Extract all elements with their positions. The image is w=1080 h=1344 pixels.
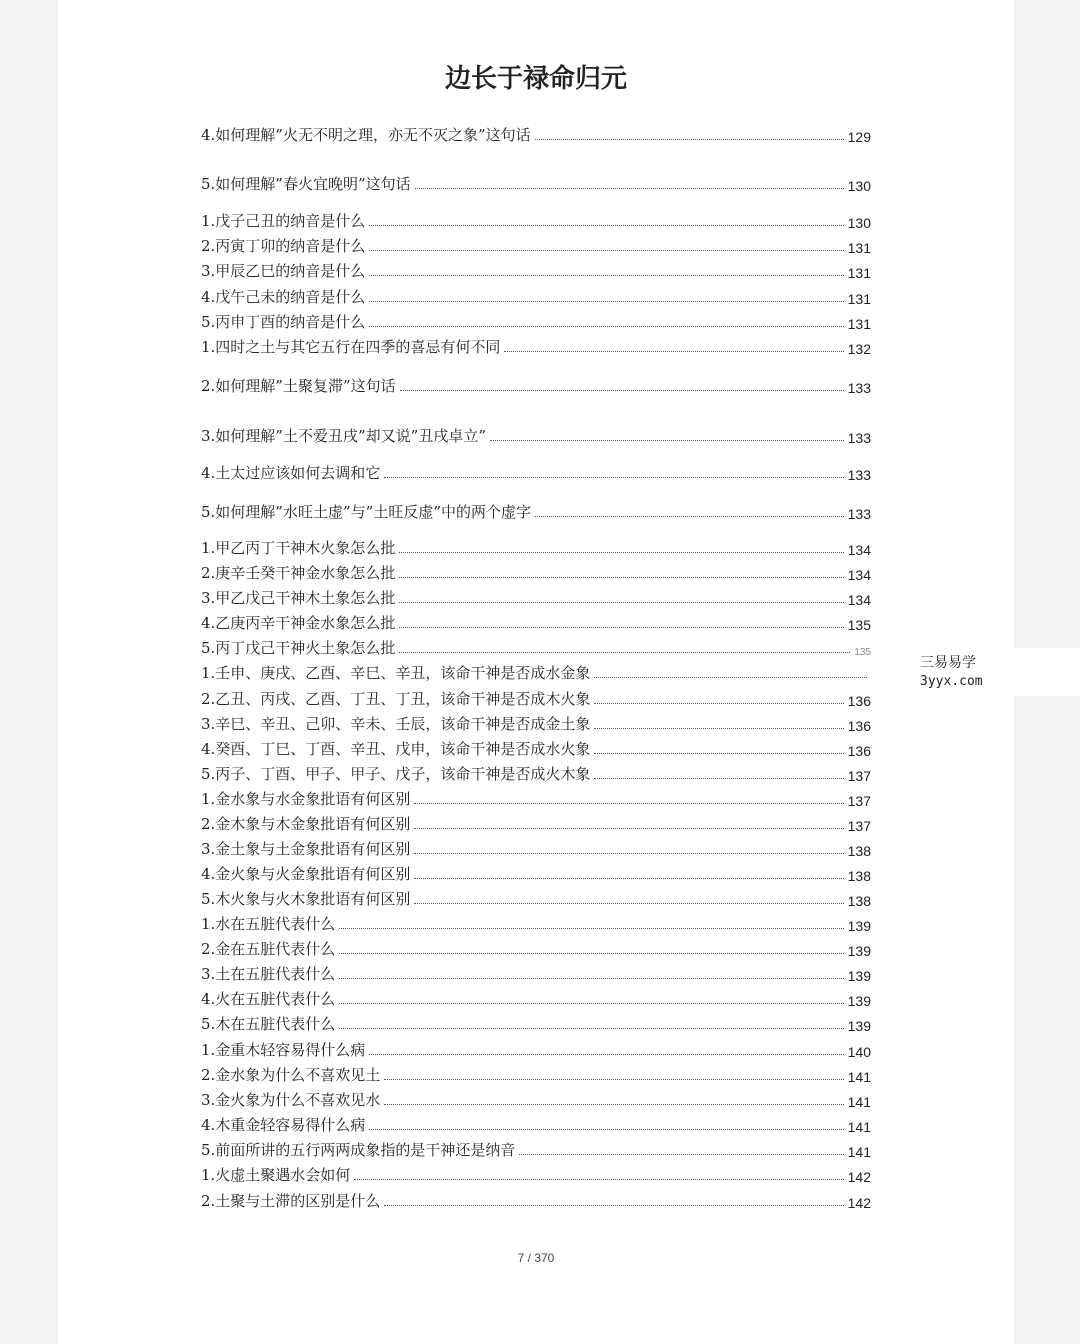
toc-entry-page-number: 134 bbox=[847, 542, 871, 558]
toc-entry-title: 5.丙申丁酉的纳音是什么 bbox=[201, 313, 366, 331]
site-watermark bbox=[906, 648, 1080, 696]
toc-dot-leader bbox=[384, 1205, 843, 1206]
toc-entry[interactable] bbox=[201, 310, 871, 332]
toc-dot-leader bbox=[339, 928, 843, 929]
toc-entry-page-number: 138 bbox=[847, 868, 871, 884]
toc-entry[interactable] bbox=[201, 209, 871, 231]
toc-entry-title: 2.乙丑、丙戌、乙酉、丁丑、丁丑，该命干神是否成木火象 bbox=[201, 690, 591, 708]
toc-dot-leader bbox=[369, 225, 843, 226]
toc-entry-title: 4.如何理解”火无不明之理，亦无不灭之象”这句话 bbox=[201, 126, 531, 144]
toc-dot-leader bbox=[399, 552, 843, 553]
toc-entry-title: 1.戊子己丑的纳音是什么 bbox=[201, 212, 366, 230]
toc-dot-leader bbox=[594, 753, 843, 754]
toc-entry-page-number: 133 bbox=[847, 380, 871, 396]
toc-entry-page-number: 139 bbox=[847, 943, 871, 959]
toc-entry[interactable] bbox=[201, 536, 871, 558]
toc-entry[interactable] bbox=[201, 234, 871, 256]
toc-entry[interactable] bbox=[201, 561, 871, 583]
toc-entry-page-number: 133 bbox=[847, 506, 871, 522]
toc-entry[interactable] bbox=[201, 1038, 871, 1060]
toc-entry[interactable] bbox=[201, 787, 871, 809]
toc-entry[interactable] bbox=[201, 762, 871, 784]
toc-entry[interactable] bbox=[201, 1163, 871, 1185]
toc-entry-title: 1.甲乙丙丁干神木火象怎么批 bbox=[201, 539, 396, 557]
toc-entry[interactable] bbox=[201, 611, 871, 633]
toc-entry-page-number: 131 bbox=[847, 240, 871, 256]
toc-entry[interactable] bbox=[201, 687, 871, 709]
toc-dot-leader bbox=[354, 1179, 843, 1180]
toc-entry-page-number: 142 bbox=[847, 1195, 871, 1211]
toc-dot-leader bbox=[339, 1028, 843, 1029]
toc-entry-title: 5.如何理解”春火宜晚明”这句话 bbox=[201, 175, 411, 193]
toc-entry[interactable] bbox=[201, 461, 871, 483]
toc-dot-leader bbox=[369, 1129, 843, 1130]
toc-dot-leader bbox=[414, 903, 843, 904]
toc-entry-page-number: 139 bbox=[847, 918, 871, 934]
toc-dot-leader bbox=[535, 139, 844, 140]
toc-dot-leader bbox=[384, 477, 843, 478]
toc-entry-title: 1.金重木轻容易得什么病 bbox=[201, 1041, 366, 1059]
toc-entry-page-number: 135 bbox=[854, 647, 871, 658]
toc-entry[interactable] bbox=[201, 1138, 871, 1160]
toc-dot-leader bbox=[504, 351, 843, 352]
toc-entry-title: 4.土太过应该如何去调和它 bbox=[201, 464, 381, 482]
toc-entry-title: 5.如何理解”水旺土虚”与”土旺反虚”中的两个虚字 bbox=[201, 503, 531, 521]
toc-dot-leader bbox=[594, 728, 843, 729]
toc-entry[interactable] bbox=[201, 1012, 871, 1034]
toc-entry-title: 2.土聚与土滞的区别是什么 bbox=[201, 1192, 381, 1210]
toc-entry-title: 2.如何理解”土聚复滞”这句话 bbox=[201, 377, 396, 395]
toc-entry-page-number: 136 bbox=[847, 693, 871, 709]
toc-dot-leader bbox=[519, 1154, 843, 1155]
toc-entry-title: 4.戊午己未的纳音是什么 bbox=[201, 288, 366, 306]
toc-entry[interactable] bbox=[201, 636, 871, 658]
toc-entry-title: 5.丙子、丁酉、甲子、甲子、戊子，该命干神是否成火木象 bbox=[201, 765, 591, 783]
toc-entry-title: 4.金火象与火金象批语有何区别 bbox=[201, 865, 411, 883]
toc-entry[interactable] bbox=[201, 661, 871, 683]
toc-entry-page-number: 136 bbox=[847, 743, 871, 759]
toc-entry-page-number: 142 bbox=[847, 1169, 871, 1185]
toc-entry-title: 1.金水象与水金象批语有何区别 bbox=[201, 790, 411, 808]
toc-dot-leader bbox=[594, 677, 867, 678]
toc-entry-page-number: 139 bbox=[847, 993, 871, 1009]
toc-dot-leader bbox=[339, 978, 843, 979]
toc-entry-page-number: 133 bbox=[847, 430, 871, 446]
toc-entry-title: 5.木火象与火木象批语有何区别 bbox=[201, 890, 411, 908]
toc-entry[interactable] bbox=[201, 887, 871, 909]
toc-entry-page-number: 135 bbox=[847, 617, 871, 633]
toc-entry-page-number: 129 bbox=[847, 129, 871, 145]
toc-entry[interactable] bbox=[201, 172, 871, 194]
toc-entry-page-number: 132 bbox=[847, 341, 871, 357]
toc-entry-page-number: 137 bbox=[847, 768, 871, 784]
toc-entry-page-number: 141 bbox=[847, 1144, 871, 1160]
toc-entry-title: 5.木在五脏代表什么 bbox=[201, 1015, 336, 1033]
toc-dot-leader bbox=[369, 250, 843, 251]
toc-dot-leader bbox=[594, 778, 843, 779]
toc-entry-title: 4.木重金轻容易得什么病 bbox=[201, 1116, 366, 1134]
toc-entry-page-number: 141 bbox=[847, 1119, 871, 1135]
toc-entry[interactable] bbox=[201, 259, 871, 281]
toc-dot-leader bbox=[399, 577, 843, 578]
toc-entry-title: 3.甲乙戊己干神木土象怎么批 bbox=[201, 589, 396, 607]
toc-entry[interactable] bbox=[201, 1088, 871, 1110]
toc-entry-page-number: 131 bbox=[847, 316, 871, 332]
toc-entry[interactable] bbox=[201, 987, 871, 1009]
toc-entry-title: 3.甲辰乙巳的纳音是什么 bbox=[201, 262, 366, 280]
toc-entry-page-number: 141 bbox=[847, 1094, 871, 1110]
toc-dot-leader bbox=[490, 440, 844, 441]
toc-entry-title: 5.丙丁戊己干神火土象怎么批 bbox=[201, 639, 396, 657]
toc-entry[interactable] bbox=[201, 335, 871, 357]
toc-entry[interactable] bbox=[201, 962, 871, 984]
toc-entry-title: 2.金在五脏代表什么 bbox=[201, 940, 336, 958]
toc-entry-page-number: 136 bbox=[847, 718, 871, 734]
toc-entry-title: 5.前面所讲的五行两两成象指的是干神还是纳音 bbox=[201, 1141, 516, 1159]
toc-entry-page-number: 131 bbox=[847, 265, 871, 281]
toc-entry[interactable] bbox=[201, 937, 871, 959]
toc-dot-leader bbox=[369, 326, 843, 327]
toc-entry[interactable] bbox=[201, 285, 871, 307]
toc-entry[interactable] bbox=[201, 737, 871, 759]
toc-entry[interactable] bbox=[201, 1063, 871, 1085]
toc-dot-leader bbox=[400, 390, 844, 391]
document-page bbox=[58, 0, 1014, 1344]
toc-entry[interactable] bbox=[201, 123, 871, 145]
table-of-contents bbox=[58, 0, 1014, 1344]
toc-entry-title: 2.庚辛壬癸干神金水象怎么批 bbox=[201, 564, 396, 582]
toc-entry-title: 1.水在五脏代表什么 bbox=[201, 915, 336, 933]
toc-entry-page-number: 138 bbox=[847, 843, 871, 859]
toc-dot-leader bbox=[414, 803, 843, 804]
toc-dot-leader bbox=[384, 1079, 843, 1080]
toc-dot-leader bbox=[369, 1054, 843, 1055]
toc-dot-leader bbox=[399, 627, 843, 628]
toc-entry-title: 3.金土象与土金象批语有何区别 bbox=[201, 840, 411, 858]
toc-entry-title: 3.金火象为什么不喜欢见水 bbox=[201, 1091, 381, 1109]
toc-dot-leader bbox=[369, 301, 843, 302]
toc-entry-page-number: 133 bbox=[847, 467, 871, 483]
toc-entry[interactable] bbox=[201, 1189, 871, 1211]
toc-entry[interactable] bbox=[201, 424, 871, 446]
toc-entry-title: 1.壬申、庚戌、乙酉、辛巳、辛丑，该命干神是否成水金象 bbox=[201, 664, 591, 682]
toc-entry[interactable] bbox=[201, 1113, 871, 1135]
toc-dot-leader bbox=[535, 516, 844, 517]
toc-entry[interactable] bbox=[201, 374, 871, 396]
toc-entry-title: 1.火虚土聚遇水会如何 bbox=[201, 1166, 351, 1184]
toc-dot-leader bbox=[339, 953, 843, 954]
toc-entry-title: 3.如何理解”土不爱丑戌”却又说”丑戌卓立” bbox=[201, 427, 486, 445]
toc-entry-title: 2.丙寅丁卯的纳音是什么 bbox=[201, 237, 366, 255]
toc-entry-page-number: 134 bbox=[847, 592, 871, 608]
toc-entry-page-number: 139 bbox=[847, 1018, 871, 1034]
toc-entry-page-number: 140 bbox=[847, 1044, 871, 1060]
toc-entry-page-number: 137 bbox=[847, 818, 871, 834]
toc-entry-title: 4.乙庚丙辛干神金水象怎么批 bbox=[201, 614, 396, 632]
toc-entry[interactable] bbox=[201, 712, 871, 734]
toc-entry-title: 2.金水象为什么不喜欢见土 bbox=[201, 1066, 381, 1084]
toc-entry-title: 4.火在五脏代表什么 bbox=[201, 990, 336, 1008]
toc-entry-page-number: 137 bbox=[847, 793, 871, 809]
toc-entry-page-number: 131 bbox=[847, 291, 871, 307]
toc-entry-page-number: 130 bbox=[847, 178, 871, 194]
watermark-site-url: 3yyx.com bbox=[920, 674, 983, 689]
toc-entry-page-number: 138 bbox=[847, 893, 871, 909]
toc-entry-page-number: 130 bbox=[847, 215, 871, 231]
toc-entry-title: 4.癸酉、丁巳、丁酉、辛丑、戊申，该命干神是否成水火象 bbox=[201, 740, 591, 758]
toc-dot-leader bbox=[414, 878, 843, 879]
toc-entry-page-number: 139 bbox=[847, 968, 871, 984]
toc-entry[interactable] bbox=[201, 812, 871, 834]
toc-entry-page-number: 141 bbox=[847, 1069, 871, 1085]
toc-dot-leader bbox=[594, 703, 843, 704]
toc-entry[interactable] bbox=[201, 586, 871, 608]
toc-entry[interactable] bbox=[201, 862, 871, 884]
toc-entry-title: 2.金木象与木金象批语有何区别 bbox=[201, 815, 411, 833]
toc-dot-leader bbox=[414, 828, 843, 829]
watermark-site-name: 三易易学 bbox=[920, 655, 976, 671]
toc-entry-title: 3.辛巳、辛丑、己卯、辛未、壬辰，该命干神是否成金土象 bbox=[201, 715, 591, 733]
page-indicator: 7 / 370 bbox=[517, 1251, 555, 1265]
toc-entry[interactable] bbox=[201, 837, 871, 859]
document-title: 边长于禄命归元 bbox=[444, 64, 627, 94]
toc-entry-title: 3.土在五脏代表什么 bbox=[201, 965, 336, 983]
toc-dot-leader bbox=[399, 652, 850, 653]
toc-dot-leader bbox=[415, 188, 844, 189]
toc-entry-page-number: 134 bbox=[847, 567, 871, 583]
toc-dot-leader bbox=[369, 275, 843, 276]
toc-entry-title: 1.四时之土与其它五行在四季的喜忌有何不同 bbox=[201, 338, 501, 356]
toc-entry[interactable] bbox=[201, 912, 871, 934]
toc-dot-leader bbox=[399, 602, 843, 603]
toc-entry[interactable] bbox=[201, 500, 871, 522]
toc-dot-leader bbox=[414, 853, 843, 854]
toc-dot-leader bbox=[339, 1003, 843, 1004]
toc-dot-leader bbox=[384, 1104, 843, 1105]
